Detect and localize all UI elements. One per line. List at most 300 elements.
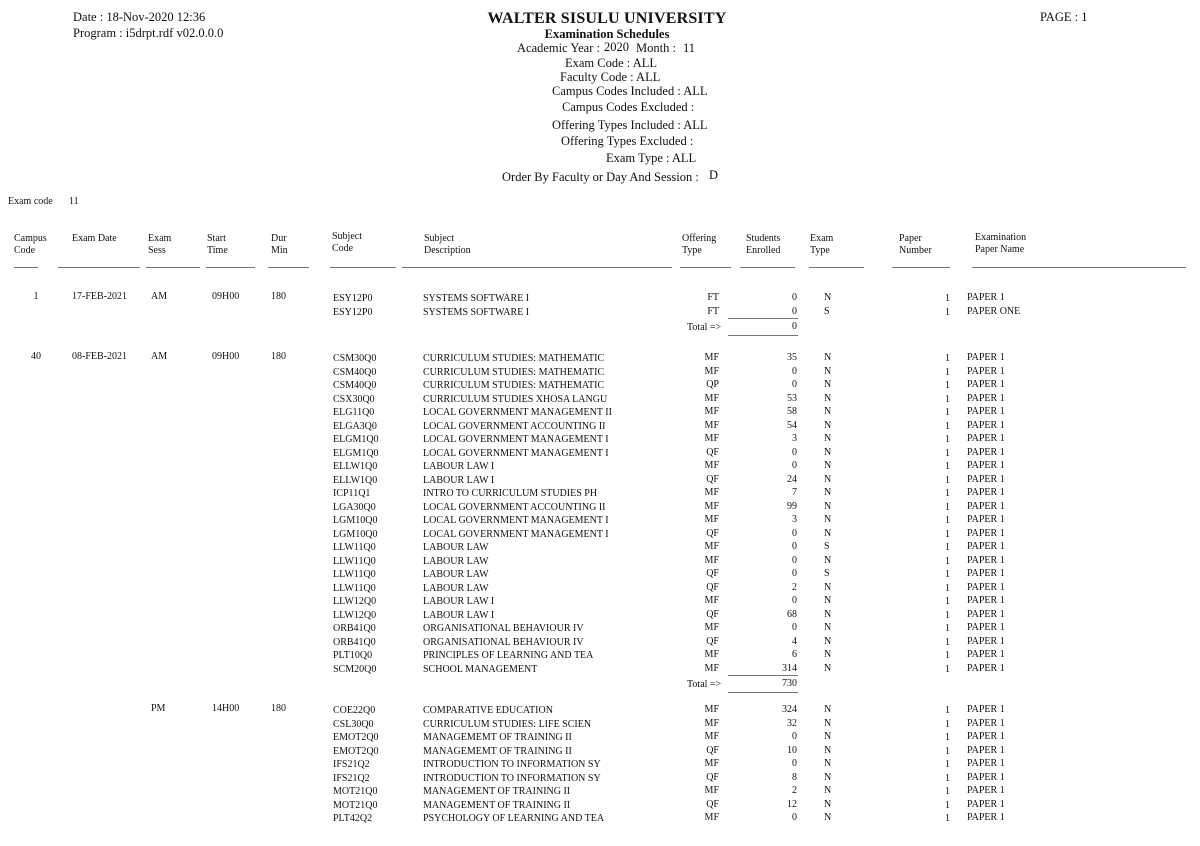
paper-name: PAPER 1 [967,771,1005,783]
paper-number: 1 [945,663,950,675]
subject-code: LGA30Q0 [333,501,376,513]
subject-code: CSM30Q0 [333,353,377,364]
paper-number: 1 [945,786,950,797]
subject-description: LOCAL GOVERNMENT MANAGEMENT II [423,407,612,418]
offering-type: QF [706,798,719,810]
subject-code: LLW12Q0 [333,609,377,621]
offering-type: MF [704,717,719,729]
paper-number: 1 [945,555,950,567]
exam-type: N [824,446,832,458]
paper-number: 1 [945,759,950,770]
offering-type: MF [704,662,719,674]
report-subtitle: Examination Schedules [544,27,670,41]
subject-description: MANAGEMEMT OF TRAINING II [423,732,572,743]
subject-code: LLW12Q0 [333,596,377,607]
subject-description: LOCAL GOVERNMENT MANAGEMENT I [423,528,609,540]
exam-type: N [824,433,832,444]
paper-number: 1 [945,488,950,499]
duration: 180 [271,703,286,714]
paper-name: PAPER 1 [967,595,1005,606]
exam-type: S [824,568,830,579]
header-rule [740,267,795,268]
students-enrolled: 0 [792,731,797,742]
subject-code: ELGM1Q0 [333,434,379,445]
header-rule [268,267,309,268]
paper-name: PAPER 1 [967,365,1005,377]
order-by-value: D [709,168,719,182]
subject-code: EMOT2Q0 [333,745,379,757]
subject-description: LOCAL GOVERNMENT ACCOUNTING II [423,420,606,432]
subject-description: LOCAL GOVERNMENT MANAGEMENT I [423,515,609,526]
exam-type: N [824,622,832,633]
start-time: 14H00 [212,703,240,714]
header-rule [809,267,864,268]
exam-type: N [824,473,832,485]
paper-number: 1 [945,447,950,459]
offering-type: MF [704,419,719,431]
offering-type: MF [704,541,719,552]
offering-type: MF [704,392,719,404]
subject-code: IFS21Q2 [333,772,370,784]
exam-type: N [824,717,832,729]
subject-code: EMOT2Q0 [333,732,379,743]
month-value: 11 [683,41,696,55]
paper-number: 1 [945,542,950,553]
students-enrolled: 99 [787,500,797,512]
students-enrolled: 0 [792,595,797,606]
subject-code: MOT21Q0 [333,786,378,797]
paper-number: 1 [945,380,950,391]
offering-type: FT [707,292,719,303]
paper-number: 1 [945,393,950,405]
subject-description: MANAGEMEMT OF TRAINING II [423,745,572,757]
col-exam-date: Exam Date [72,233,117,244]
offering-type: MF [704,500,719,512]
paper-name: PAPER 1 [967,460,1005,471]
start-time: 09H00 [212,351,240,362]
students-enrolled: 0 [792,379,797,390]
students-enrolled: 0 [792,460,797,471]
paper-name: PAPER 1 [967,392,1005,404]
paper-number: 1 [945,745,950,757]
subject-description: ORGANISATIONAL BEHAVIOUR IV [423,623,584,634]
total-rule [728,318,798,319]
paper-name: PAPER 1 [967,541,1005,552]
subject-description: MANAGEMENT OF TRAINING II [423,799,571,811]
paper-number: 1 [945,515,950,526]
exam-type: N [824,771,832,783]
subject-description: SYSTEMS SOFTWARE I [423,306,530,318]
exam-type: N [824,392,832,404]
subject-code: CSM40Q0 [333,380,377,391]
page-number: PAGE : 1 [1040,10,1088,24]
month-label: Month : [636,41,676,55]
exam-code-filter: Exam Code : ALL [565,56,657,70]
subject-description: ORGANISATIONAL BEHAVIOUR IV [423,636,584,648]
exam-type: N [824,649,832,660]
paper-number: 1 [945,799,950,811]
total-rule [728,335,798,336]
subject-description: CURRICULUM STUDIES XHOSA LANGU [423,393,608,405]
subject-code: ORB41Q0 [333,623,376,634]
exam-type: N [824,527,832,539]
paper-name: PAPER ONE [967,305,1021,317]
students-enrolled: 0 [792,305,797,317]
subject-description: LABOUR LAW I [423,474,495,486]
subject-description: CURRICULUM STUDIES: MATHEMATIC [423,366,605,378]
campus-included-filter: Campus Codes Included : ALL [552,84,708,98]
total-value: 730 [782,678,797,689]
faculty-code-filter: Faculty Code : ALL [560,70,661,84]
subject-code: ESY12P0 [333,306,373,318]
paper-name: PAPER 1 [967,717,1005,729]
subject-description: LOCAL GOVERNMENT ACCOUNTING II [423,501,606,513]
header-rule [330,267,396,268]
paper-number: 1 [945,306,950,318]
header-rule [402,267,672,268]
subject-code: CSM40Q0 [333,366,377,378]
offering-type: MF [704,365,719,377]
students-enrolled: 58 [787,406,797,417]
subject-code: IFS21Q2 [333,759,370,770]
paper-name: PAPER 1 [967,704,1005,715]
exam-code-value: 11 [69,196,79,207]
offering-type: QF [706,568,719,579]
paper-number: 1 [945,501,950,513]
students-enrolled: 324 [782,704,797,715]
exam-type-filter: Exam Type : ALL [606,151,697,165]
paper-name: PAPER 1 [967,758,1005,769]
order-by-label: Order By Faculty or Day And Session : [502,170,699,184]
students-enrolled: 3 [792,514,797,525]
paper-number: 1 [945,772,950,784]
subject-description: MANAGEMENT OF TRAINING II [423,786,571,797]
paper-number: 1 [945,407,950,418]
paper-name: PAPER 1 [967,419,1005,431]
students-enrolled: 10 [787,744,797,756]
students-enrolled: 53 [787,392,797,404]
subject-code: LLW11Q0 [333,555,376,567]
subject-code: PLT10Q0 [333,650,373,661]
academic-year-label: Academic Year : [517,41,600,55]
subject-code: ELGA3Q0 [333,420,377,432]
subject-code: ESY12P0 [333,293,373,304]
paper-name: PAPER 1 [967,635,1005,647]
paper-number: 1 [945,366,950,378]
exam-type: S [824,305,830,317]
offering-type: MF [704,649,719,660]
paper-number: 1 [945,293,950,304]
total-rule [728,692,798,693]
paper-name: PAPER 1 [967,487,1005,498]
paper-number: 1 [945,623,950,634]
subject-description: CURRICULUM STUDIES: MATHEMATIC [423,380,605,391]
exam-type: N [824,500,832,512]
offering-type: MF [704,554,719,566]
exam-code-label: Exam code [8,196,53,207]
report-program: Program : i5drpt.rdf v02.0.0.0 [73,26,224,40]
subject-description: INTRODUCTION TO INFORMATION SY [423,759,601,770]
subject-code: LLW11Q0 [333,582,376,594]
offering-type: MF [704,622,719,633]
paper-name: PAPER 1 [967,514,1005,525]
students-enrolled: 68 [787,608,797,620]
paper-name: PAPER 1 [967,812,1005,823]
exam-type: N [824,406,832,417]
header-rule [146,267,200,268]
col-paper-number: Paper Number [899,233,932,256]
subject-code: ELG11Q0 [333,407,375,418]
exam-type: N [824,514,832,525]
offering-type: MF [704,460,719,471]
offering-type: QF [706,744,719,756]
exam-type: N [824,812,832,823]
exam-type: N [824,419,832,431]
subject-description: LABOUR LAW [423,569,489,580]
offering-type: MF [704,758,719,769]
exam-type: N [824,704,832,715]
total-rule [728,675,798,676]
paper-name: PAPER 1 [967,622,1005,633]
total-label: Total => [687,679,722,690]
subject-code: ELGM1Q0 [333,447,379,459]
col-dur-min: Dur Min [271,233,288,256]
duration: 180 [271,351,286,362]
subject-description: LABOUR LAW [423,542,489,553]
students-enrolled: 0 [792,446,797,458]
subject-description: CURRICULUM STUDIES: MATHEMATIC [423,353,605,364]
students-enrolled: 24 [787,473,797,485]
subject-description: PRINCIPLES OF LEARNING AND TEA [423,650,594,661]
students-enrolled: 314 [782,662,797,674]
offering-type: MF [704,406,719,417]
paper-number: 1 [945,609,950,621]
offering-type: QF [706,446,719,458]
offering-type: QF [706,608,719,620]
paper-number: 1 [945,434,950,445]
students-enrolled: 54 [787,419,797,431]
exam-type: N [824,292,832,303]
offering-type: MF [704,514,719,525]
paper-name: PAPER 1 [967,785,1005,796]
total-label: Total => [687,322,722,333]
col-subject-code: Subject Code [332,231,362,254]
students-enrolled: 32 [787,717,797,729]
col-subject-description: Subject Description [424,233,471,256]
offering-excluded-filter: Offering Types Excluded : [561,134,694,148]
exam-type: N [824,635,832,647]
exam-session: PM [151,703,166,714]
subject-code: CSX30Q0 [333,393,375,405]
col-offering-type: Offering Type [682,233,717,256]
offering-type: QF [706,771,719,783]
offering-type: MF [704,595,719,606]
subject-description: COMPARATIVE EDUCATION [423,705,553,716]
students-enrolled: 8 [792,771,797,783]
header-rule [892,267,950,268]
students-enrolled: 0 [792,554,797,566]
offering-type: QF [706,527,719,539]
paper-number: 1 [945,353,950,364]
subject-description: INTRO TO CURRICULUM STUDIES PH [423,488,598,499]
exam-type: N [824,744,832,756]
academic-year-value: 2020 [604,40,629,54]
students-enrolled: 0 [792,541,797,552]
subject-code: LGM10Q0 [333,528,378,540]
exam-type: N [824,487,832,498]
col-paper-name: Examination Paper Name [975,232,1027,255]
university-title: WALTER SISULU UNIVERSITY [487,10,727,27]
paper-number: 1 [945,420,950,432]
exam-type: N [824,581,832,593]
offering-type: QF [706,581,719,593]
report-date: Date : 18-Nov-2020 12:36 [73,10,206,24]
paper-number: 1 [945,474,950,486]
subject-description: INTRODUCTION TO INFORMATION SY [423,772,601,784]
paper-name: PAPER 1 [967,568,1005,579]
subject-description: LOCAL GOVERNMENT MANAGEMENT I [423,447,609,459]
offering-type: MF [704,487,719,498]
students-enrolled: 6 [792,649,797,660]
paper-name: PAPER 1 [967,608,1005,620]
col-students-enrolled: Students Enrolled [746,233,781,256]
subject-code: ELLW1Q0 [333,474,378,486]
students-enrolled: 35 [787,352,797,363]
offering-type: QF [706,473,719,485]
offering-type: MF [704,731,719,742]
exam-type: S [824,541,830,552]
students-enrolled: 0 [792,568,797,579]
paper-number: 1 [945,582,950,594]
exam-type: N [824,379,832,390]
paper-name: PAPER 1 [967,731,1005,742]
subject-code: LLW11Q0 [333,542,376,553]
campus-code: 40 [31,351,41,362]
subject-code: COE22Q0 [333,705,376,716]
offering-type: FT [707,305,719,317]
paper-number: 1 [945,718,950,730]
exam-type: N [824,595,832,606]
students-enrolled: 2 [792,785,797,796]
header-rule [14,267,38,268]
exam-session: AM [151,291,168,302]
paper-name: PAPER 1 [967,446,1005,458]
subject-code: MOT21Q0 [333,799,378,811]
subject-code: ICP11Q1 [333,488,371,499]
students-enrolled: 12 [787,798,797,810]
paper-name: PAPER 1 [967,352,1005,363]
campus-excluded-filter: Campus Codes Excluded : [562,100,695,114]
exam-type: N [824,608,832,620]
paper-number: 1 [945,732,950,743]
paper-number: 1 [945,636,950,648]
students-enrolled: 0 [792,758,797,769]
paper-number: 1 [945,596,950,607]
paper-name: PAPER 1 [967,473,1005,485]
paper-name: PAPER 1 [967,433,1005,444]
subject-description: CURRICULUM STUDIES: LIFE SCIEN [423,718,592,730]
paper-number: 1 [945,569,950,580]
duration: 180 [271,291,286,302]
offering-type: QF [706,635,719,647]
exam-session: AM [151,351,168,362]
paper-number: 1 [945,650,950,661]
subject-code: LLW11Q0 [333,569,376,580]
header-rule [58,267,140,268]
start-time: 09H00 [212,291,240,302]
exam-type: N [824,798,832,810]
header-rule [972,267,1186,268]
paper-number: 1 [945,705,950,716]
col-exam-sess: Exam Sess [148,233,172,256]
paper-number: 1 [945,813,950,824]
subject-code: ORB41Q0 [333,636,376,648]
offering-type: MF [704,352,719,363]
paper-name: PAPER 1 [967,379,1005,390]
exam-type: N [824,352,832,363]
subject-description: LABOUR LAW [423,582,489,594]
students-enrolled: 3 [792,433,797,444]
subject-description: PSYCHOLOGY OF LEARNING AND TEA [423,813,605,824]
paper-name: PAPER 1 [967,798,1005,810]
subject-code: ELLW1Q0 [333,461,378,472]
header-rule [206,267,255,268]
subject-description: SYSTEMS SOFTWARE I [423,293,530,304]
subject-code: SCM20Q0 [333,663,377,675]
col-exam-type: Exam Type [810,233,834,256]
paper-name: PAPER 1 [967,500,1005,512]
paper-name: PAPER 1 [967,406,1005,417]
subject-code: CSL30Q0 [333,718,374,730]
paper-number: 1 [945,461,950,472]
paper-name: PAPER 1 [967,662,1005,674]
exam-type: N [824,554,832,566]
total-value: 0 [792,321,797,332]
paper-number: 1 [945,528,950,540]
students-enrolled: 7 [792,487,797,498]
subject-description: LOCAL GOVERNMENT MANAGEMENT I [423,434,609,445]
exam-type: N [824,758,832,769]
offering-type: MF [704,433,719,444]
paper-name: PAPER 1 [967,527,1005,539]
exam-type: N [824,785,832,796]
header-rule [680,267,731,268]
offering-type: MF [704,785,719,796]
paper-name: PAPER 1 [967,554,1005,566]
col-start-time: Start Time [207,233,228,256]
paper-name: PAPER 1 [967,292,1005,303]
students-enrolled: 0 [792,812,797,823]
students-enrolled: 2 [792,581,797,593]
subject-description: LABOUR LAW [423,555,489,567]
offering-type: MF [704,704,719,715]
exam-date: 08-FEB-2021 [72,351,127,362]
paper-name: PAPER 1 [967,649,1005,660]
exam-type: N [824,662,832,674]
exam-type: N [824,365,832,377]
col-campus: Campus Code [14,233,47,256]
offering-type: MF [704,812,719,823]
students-enrolled: 4 [792,635,797,647]
offering-type: QP [706,379,719,390]
subject-description: SCHOOL MANAGEMENT [423,663,538,675]
subject-description: LABOUR LAW I [423,596,495,607]
paper-name: PAPER 1 [967,744,1005,756]
paper-name: PAPER 1 [967,581,1005,593]
offering-included-filter: Offering Types Included : ALL [552,118,708,132]
students-enrolled: 0 [792,292,797,303]
exam-type: N [824,731,832,742]
